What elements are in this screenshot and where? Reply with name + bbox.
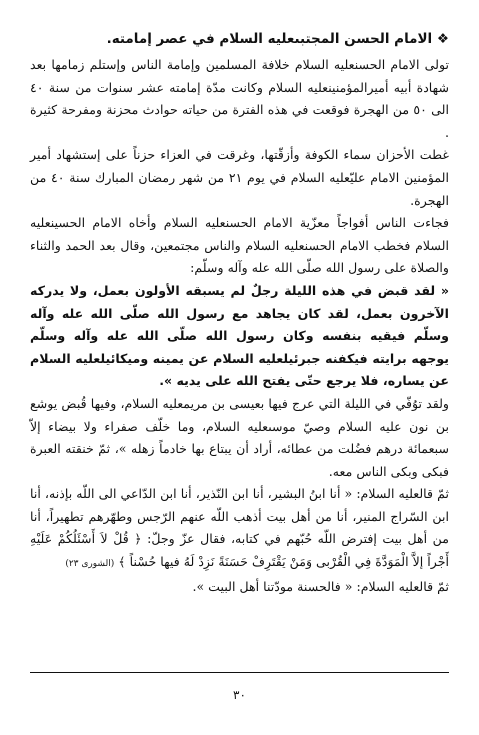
paragraph: غطت الأحزان سماء الكوفة وأزقّتها، وغرقت في العزاء حزناً على إستشهاد أمير المؤمنين الامام عليّعليه السلام في يوم ٢١ من شهر رمضان المبارك سنة ٤٠ من الهجرة. [30,147,450,208]
paragraph-text: ثمّ قالعليه السلام: « أنا ابنُ البشير، أنا ابن النّذير، أنا ابن الدّاعي الى اللّه بإذنه، أنا ابن السّراج المنير، أنا من أهل بيت أذهب اللّه عنهم الرّجس وطهّرهم تطهيراً، أنا من أهل بيت إفترض اللّه حُبّهم في كتابه، فقال عزّ وجلّ: ﴿ قُلْ لاَ أَسْئَلُكُمْ عَلَيْهِ أَجْراً إلاَّ الْمَوَدَّةَ فِي الْقُرْبى وَمَنْ يَقْتَرِفْ حَسَنَةً نَزِدْ لَهُ فيها حُسْناً ﴾ [30,486,449,570]
paragraph: فجاءت الناس أفواجاً معزّية الامام الحسنعليه السلام وأخاه الامام الحسينعليه السلام فخطب الامام الحسنعليه السلام والناس مجتمعين، وقال بعد الحمد والثناء والصلاة على رسول الله صلّى الله عله وآله وسلّم: [30,215,449,276]
section-heading: ❖ الامام الحسن المجتبىعليه السلام في عصر إمامته. [106,31,449,47]
sermon-quote: « لقد قبض في هذه الليلة رجلٌ لم يسبقه الأولون بعمل، ولا يدركه الآخرون بعمل، لقد كان يجاهد مع رسول الله صلّى الله عله وآله وسلّم فيقيه بنفسه وكان رسول الله صلّى الله عله وآله وسلّم يوجهه برايته فيكفنه جبرئيلعليه السلام عن يمينه وميكائيلعليه السلام عن يساره، فلا يرجع حتّى يفتح الله على يديه ». [30,282,449,389]
page-content [30,28,449,598]
footer-divider [30,672,449,673]
paragraph-with-verse [30,483,449,575]
verse-reference: (الشورى ٢٣) [65,559,115,570]
paragraph: ولقد توُفّي في الليلة التي عرج فيها بعيسى بن مريمعليه السلام، وفيها قُبض يوشع بن نون عليه السلام وصيّ موسىعليه السلام، وما خلّف صفراء ولا بيضاء إلاّ سبعمائة درهم فضُلت من عطائه، أراد أن يبتاع بها خادماً زهله »، ثمّ خنقته العبرة فبكى وبكى الناس معه. [30,395,449,479]
paragraph: ثمّ قالعليه السلام: « فالحسنة مودّتنا أهل البيت ». [192,578,449,594]
page-number: ٣٠ [233,688,246,702]
paragraph: تولى الامام الحسنعليه السلام خلافة المسلمين وإمامة الناس وإستلم زمامها بعد شهادة أبيه أميرالمؤمنينعليه السلام وكانت مدّة إمامته عشر سنوات من سنة ٤٠ الى ٥٠ من الهجرة فوقعت في هذه الفترة من حياته حوادث محزنة ومفرحة كثيرة . [30,57,449,140]
